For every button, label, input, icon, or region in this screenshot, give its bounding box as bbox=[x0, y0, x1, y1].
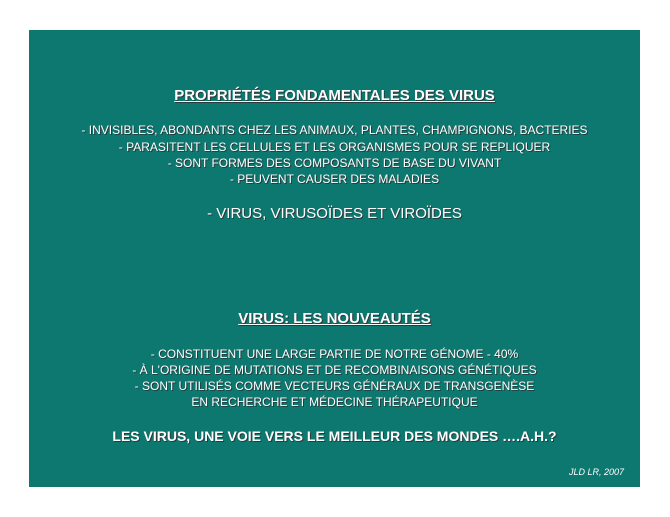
credit: JLD LR, 2007 bbox=[568, 467, 624, 477]
section2-line-4: EN RECHERCHE ET MÉDECINE THÉRAPEUTIQUE bbox=[191, 395, 478, 409]
section1-line-1: - INVISIBLES, ABONDANTS CHEZ LES ANIMAUX, PLANTES, CHAMPIGNONS, BACTERIES bbox=[81, 123, 588, 137]
slide bbox=[29, 30, 640, 487]
section2-title: VIRUS: LES NOUVEAUTÉS bbox=[238, 310, 431, 327]
section1-subheading: - VIRUS, VIRUSOÏDES ET VIROÏDES bbox=[207, 205, 462, 222]
section1-line-2: - PARASITENT LES CELLULES ET LES ORGANISMES POUR SE REPLIQUER bbox=[118, 140, 551, 154]
conclusion: LES VIRUS, UNE VOIE VERS LE MEILLEUR DES MONDES ….A.H.? bbox=[112, 428, 557, 444]
section1-title: PROPRIÉTÉS FONDAMENTALES DES VIRUS bbox=[174, 87, 495, 104]
section1-line-3: - SONT FORMES DES COMPOSANTS DE BASE DU VIVANT bbox=[167, 156, 502, 170]
section1-line-4: - PEUVENT CAUSER DES MALADIES bbox=[229, 172, 440, 186]
section2-line-3: - SONT UTILISÉS COMME VECTEURS GÉNÉRAUX DE TRANSGENÈSE bbox=[134, 379, 535, 393]
section2-line-2: - À L'ORIGINE DE MUTATIONS ET DE RECOMBINAISONS GÉNÉTIQUES bbox=[132, 363, 537, 377]
section2-line-1: - CONSTITUENT UNE LARGE PARTIE DE NOTRE GÉNOME - 40% bbox=[150, 347, 519, 361]
